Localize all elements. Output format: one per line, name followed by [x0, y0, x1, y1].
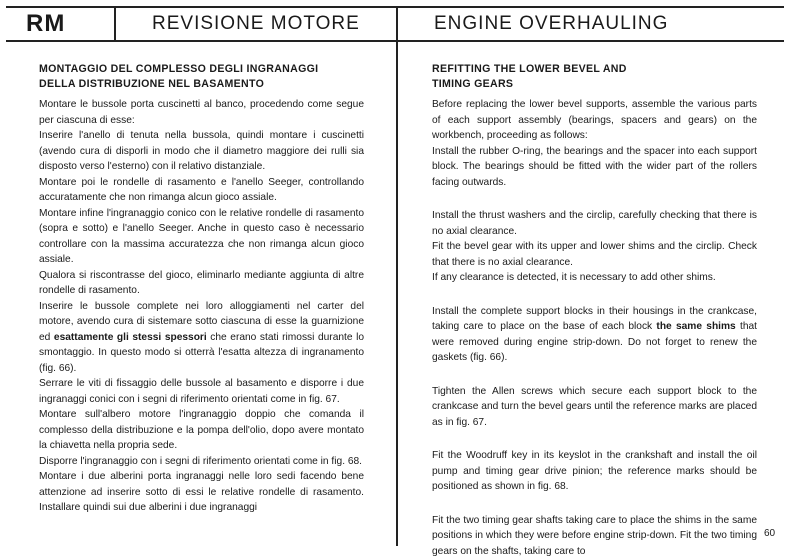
- english-column: [432, 62, 757, 559]
- english-heading: [432, 62, 757, 92]
- text-run: Install the complete support blocks in their housings in the crankcase, taking care to place on the base of each block: [432, 306, 757, 333]
- italian-heading: [39, 62, 364, 92]
- italian-paragraph: Serrare le viti di fissaggio delle bussole al basamento e disporre i due ingranaggi conici con i segni di riferimento orientati come in fig. 67.: [39, 376, 364, 407]
- emphasis-text: esattamente gli stessi spessori: [54, 332, 207, 343]
- italian-paragraph: Inserire l'anello di tenuta nella bussola, quindi montare i cuscinetti (avendo cura di disporli in modo che il diametro maggiore dei rulli sia disposto verso l'esterno) con il relativo distanziale.: [39, 128, 364, 175]
- english-paragraph: Fit the Woodruff key in its keyslot in the crankshaft and install the oil pump and timing gear drive pinion; the reference marks should be positioned as shown in fig. 68.: [432, 448, 757, 495]
- english-heading-line-2: TIMING GEARS: [432, 77, 757, 92]
- italian-paragraph: Montare le bussole porta cuscinetti al banco, procedendo come segue per ciascuna di esse:: [39, 97, 364, 128]
- section-code: RM: [6, 8, 116, 40]
- italian-paragraph: Disporre l'ingranaggio con i segni di riferimento orientati come in fig. 68.: [39, 454, 364, 470]
- page-number: 60: [764, 528, 775, 539]
- text-run: that were removed during engine strip-down. Do not forget to renew the gaskets (fig. 66).: [432, 321, 757, 363]
- english-paragraph: Install the rubber O-ring, the bearings and the spacer into each support block. The bearings should be fitted with the wider part of the rollers facing outwards.: [432, 144, 757, 191]
- english-paragraph: Tighten the Allen screws which secure each support block to the crankcase and turn the bevel gears until the reference marks are placed as in fig. 67.: [432, 384, 757, 431]
- english-paragraph: [432, 304, 757, 366]
- italian-paragraph: Qualora si riscontrasse del gioco, eliminarlo mediante aggiunta di altre rondelle di rasamento.: [39, 268, 364, 299]
- italian-heading-line-2: DELLA DISTRIBUZIONE NEL BASAMENTO: [39, 77, 364, 92]
- page-header: [6, 6, 784, 42]
- italian-paragraph: [39, 299, 364, 377]
- text-run: che erano stati rimossi durante lo smontaggio. In questo modo si otterrà l'esatta altezza di ingranamento (fig. 66).: [39, 332, 364, 374]
- italian-paragraph: Montare poi le rondelle di rasamento e l'anello Seeger, controllando accuratamente che non rimanga alcun gioco assiale.: [39, 175, 364, 206]
- english-paragraph: Fit the two timing gear shafts taking care to place the shims in the same positions in which they were before engine strip-down. Fit the two timing gears on the shafts, taking care to: [432, 513, 757, 559]
- text-run: Inserire le bussole complete nei loro alloggiamenti nel carter del motore, avendo cura di sistemare sotto ciascuna di esse la guarnizione ed: [39, 301, 364, 343]
- english-heading-line-1: REFITTING THE LOWER BEVEL AND: [432, 62, 757, 77]
- english-paragraph: Fit the bevel gear with its upper and lower shims and the circlip. Check that there is no axial clearance.: [432, 239, 757, 270]
- italian-paragraph: Montare sull'albero motore l'ingranaggio doppio che comanda il complesso della distribuzione e la pompa dell'olio, dopo avere montato la chiavetta nella propria sede.: [39, 407, 364, 454]
- english-paragraph: Before replacing the lower bevel supports, assemble the various parts of each support assembly (bearings, spacers and gears) on the workbench, proceeding as follows:: [432, 97, 757, 144]
- emphasis-text: the same shims: [656, 321, 735, 332]
- english-paragraph: If any clearance is detected, it is necessary to add other shims.: [432, 270, 757, 286]
- column-divider: [396, 6, 398, 546]
- title-italian: REVISIONE MOTORE: [152, 8, 360, 40]
- italian-paragraph: Montare infine l'ingranaggio conico con le relative rondelle di rasamento (sopra e sotto) e l'anello Seeger. Anche in questo caso è necessario controllare con la massima accuratezza che non rimanga alcun gioco assiale.: [39, 206, 364, 268]
- italian-column: [39, 62, 364, 516]
- italian-paragraph: Montare i due alberini porta ingranaggi nelle loro sedi facendo bene attenzione ad inserire sotto di essi le relative rondelle di rasamento. Installare quindi sui due alberini i due ingranaggi: [39, 469, 364, 516]
- title-english: ENGINE OVERHAULING: [434, 8, 668, 40]
- english-paragraph: Install the thrust washers and the circlip, carefully checking that there is no axial clearance.: [432, 208, 757, 239]
- italian-heading-line-1: MONTAGGIO DEL COMPLESSO DEGLI INGRANAGGI: [39, 62, 364, 77]
